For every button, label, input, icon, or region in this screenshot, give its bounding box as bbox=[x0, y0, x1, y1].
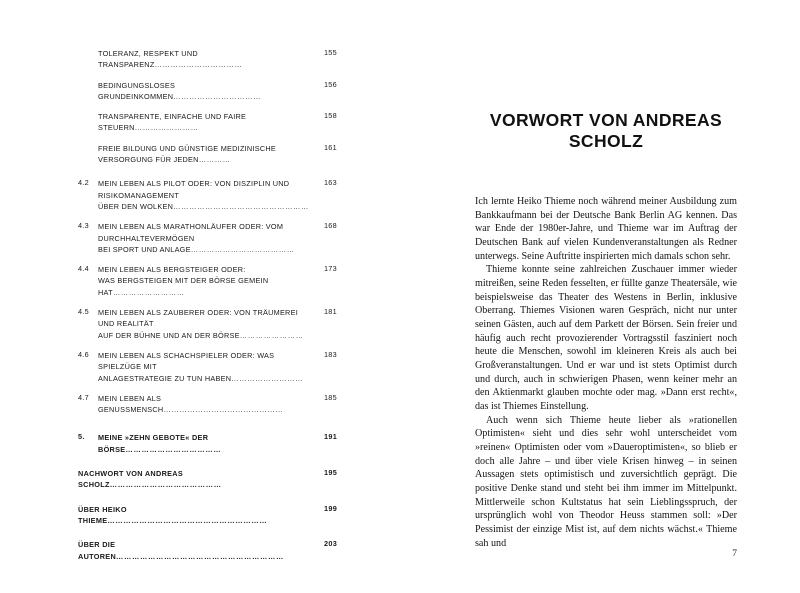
toc-entry-page: 203 bbox=[324, 539, 338, 549]
toc-entry-label: BEDINGUNGSLOSES GRUNDEINKOMMEN bbox=[98, 80, 176, 101]
toc-entry-label: MEIN LEBEN ALS PILOT ODER: VON DISZIPLIN UND RISIKOMANAGEMENT bbox=[98, 179, 290, 200]
toc-entry-number: 5. bbox=[78, 432, 85, 442]
toc-entry-page: 191 bbox=[324, 432, 338, 442]
toc-entry-text bbox=[98, 143, 312, 166]
toc-entry[interactable] bbox=[78, 221, 350, 255]
toc-entry-page: 156 bbox=[324, 79, 337, 89]
toc-entry-label: MEIN LEBEN ALS GENUSSMENSCH bbox=[98, 393, 164, 415]
toc-entry-label: TOLERANZ, RESPEKT UND TRANSPARENZ bbox=[98, 49, 198, 70]
toc-entry-number: 4.3 bbox=[78, 221, 89, 231]
body-paragraph: Auch wenn sich Thieme heute lieber als »rationellen Optimisten« sieht und dies sehr wohl unterscheidet vom »reinen« Optimisten oder vom »Daueroptimisten«, so blieb er doch alle Jahre – und über viele Krisen hinweg – in seinen Aussagen stets optimistisch und zuversichtlich geprägt. Die positive Denke stand und steht bei ihm immer im Mittelpunkt. Mittlerweile schon Kultstatus hat sein Lieblingsspruch, der ursprünglich wohl von Theodor Heuss stammen soll: »Der Pessimist der einzige Mist ist, auf dem nichts wächst.« Thieme sah und bbox=[475, 414, 737, 549]
toc-entry-label: ÜBER HEIKO THIEME bbox=[78, 504, 127, 525]
toc-entry-text bbox=[78, 468, 312, 491]
toc-entry[interactable] bbox=[78, 143, 350, 166]
toc-entry-section[interactable] bbox=[78, 539, 350, 562]
toc-entry-text bbox=[98, 432, 312, 455]
toc-entry-number: 4.7 bbox=[78, 392, 89, 402]
table-of-contents bbox=[78, 48, 350, 571]
toc-entry-label-line2: ANLAGESTRATEGIE ZU TUN HABEN bbox=[98, 373, 232, 383]
toc-entry-text bbox=[98, 80, 312, 103]
body-paragraph: Thieme konnte seine zahlreichen Zuschauer immer wieder mitreißen, seine Reden fesselten, er füllte ganze Theatersäle, wie beispielsweise das Theater des Westens in Berlin, inklusive Oberrang. Thiemes Visionen waren Gespräch, nicht nur unter seinen Gästen, auch auf dem Parkett der Börsen. Sein freier und häufig auch recht provozierender Vortragsstil fasziniert noch heute die Menschen, sowohl im kleineren Kreis als auch bei Großveranstaltungen. Und er war und ist stets Optimist durch und durch, auch in schwierigen Phasen, wenn keiner mehr an den Aktienmarkt glauben mochte oder mag. »Dann erst recht«, das ist Thiemes Einstellung. bbox=[475, 264, 737, 413]
toc-leader-dots: …………………………………… bbox=[109, 480, 222, 490]
toc-entry-number: 4.4 bbox=[78, 264, 89, 274]
toc-entry-page: 163 bbox=[324, 178, 337, 188]
toc-entry-text bbox=[78, 539, 312, 562]
toc-entry-section[interactable] bbox=[78, 432, 350, 455]
toc-leader-dots: …………………… bbox=[134, 123, 199, 133]
toc-entry-page: 161 bbox=[324, 142, 337, 152]
toc-entry-text bbox=[98, 111, 312, 134]
toc-entry[interactable] bbox=[78, 80, 350, 103]
toc-entry-page: 173 bbox=[324, 264, 337, 274]
toc-entry-page: 183 bbox=[324, 349, 337, 359]
toc-entry-page: 185 bbox=[324, 392, 337, 402]
toc-entry-text bbox=[98, 307, 312, 341]
toc-entry-label: MEINE »ZEHN GEBOTE« DER BÖRSE bbox=[98, 433, 209, 454]
toc-leader-dots: ……………………………………… bbox=[163, 405, 284, 415]
toc-entry-page: 158 bbox=[324, 111, 337, 121]
toc-leader-dots: ………………………………… bbox=[190, 244, 295, 254]
toc-entry-label: TRANSPARENTE, EINFACHE UND FAIRE STEUERN bbox=[98, 112, 247, 133]
chapter-title: VORWORT VON ANDREAS SCHOLZ bbox=[489, 110, 723, 151]
toc-entry[interactable] bbox=[78, 264, 350, 298]
toc-entry-label-line2: BEI SPORT UND ANLAGE bbox=[98, 244, 191, 254]
toc-entry[interactable] bbox=[78, 350, 350, 384]
toc-entry-number: 4.5 bbox=[78, 307, 89, 317]
toc-entry-text bbox=[98, 264, 312, 298]
toc-entry-page: 181 bbox=[324, 307, 337, 317]
toc-entry[interactable] bbox=[78, 393, 350, 416]
toc-leader-dots: …………………………… bbox=[154, 60, 243, 70]
toc-entry[interactable] bbox=[78, 111, 350, 134]
toc-entry[interactable] bbox=[78, 307, 350, 341]
toc-entry-text bbox=[98, 350, 312, 384]
toc-entry-label: MEIN LEBEN ALS SCHACHSPIELER ODER: WAS SPIELZÜGE MIT bbox=[98, 350, 275, 372]
toc-entry-text bbox=[98, 221, 312, 255]
toc-entry-page: 195 bbox=[324, 468, 338, 478]
toc-entry-number: 4.2 bbox=[78, 178, 89, 188]
toc-entry-page: 155 bbox=[324, 48, 337, 57]
toc-leader-dots: ………… bbox=[198, 155, 231, 165]
chapter-body bbox=[475, 195, 737, 550]
toc-entry[interactable] bbox=[78, 48, 350, 71]
toc-entry-text bbox=[78, 504, 312, 527]
toc-entry-label: NACHWORT VON ANDREAS SCHOLZ bbox=[78, 469, 184, 490]
toc-leader-dots: …………………… bbox=[239, 330, 304, 340]
toc-entry-label: MEIN LEBEN ALS MARATHONLÄUFER ODER: VOM DURCHHALTEVERMÖGEN bbox=[98, 222, 284, 243]
toc-leader-dots: …………………………………………………… bbox=[107, 515, 268, 525]
toc-leader-dots: ……………………………………………………… bbox=[116, 551, 284, 561]
toc-leader-dots: …………………………… bbox=[173, 91, 262, 101]
toc-leader-dots: …………………………………………… bbox=[173, 201, 310, 211]
toc-entry-label: ÜBER DIE AUTOREN bbox=[78, 540, 117, 561]
toc-entry-text bbox=[98, 393, 312, 416]
toc-leader-dots: ……………………… bbox=[112, 287, 185, 297]
toc-entry-label-line2: ÜBER DEN WOLKEN bbox=[98, 201, 174, 211]
toc-leader-dots: ……………………………… bbox=[125, 444, 222, 454]
toc-entry-number: 4.6 bbox=[78, 349, 89, 359]
page-number: 7 bbox=[732, 549, 737, 559]
toc-entry-text bbox=[98, 178, 312, 212]
toc-entry[interactable] bbox=[78, 178, 350, 212]
toc-entry-label: MEIN LEBEN ALS BERGSTEIGER ODER: bbox=[98, 265, 246, 275]
toc-entry-section[interactable] bbox=[78, 468, 350, 491]
toc-entry-page: 199 bbox=[324, 503, 338, 513]
toc-entry-label: MEIN LEBEN ALS ZAUBERER ODER: VON TRÄUMEREI UND REALITÄT bbox=[98, 308, 298, 329]
toc-entry-label-line2: AUF DER BÜHNE UND AN DER BÖRSE bbox=[98, 330, 240, 340]
toc-leader-dots: ……………………… bbox=[231, 373, 304, 383]
toc-entry-page: 168 bbox=[324, 221, 337, 231]
toc-entry-text bbox=[98, 48, 312, 71]
body-paragraph: Ich lernte Heiko Thieme noch während meiner Ausbildung zum Bankkaufmann bei der Deutsche Bank Berlin AG kennen. Das war Ende der 1980er-Jahre, und Thieme war im Auftrag der Deutschen Bank auf vielen Kundenveranstaltungen als Redner unterwegs. Seine Auftritte inspirierten mich damals schon sehr. bbox=[475, 196, 737, 262]
chapter-content bbox=[475, 110, 737, 550]
toc-entry-label: FREIE BILDUNG UND GÜNSTIGE MEDIZINISCHE VERSORGUNG FÜR JEDEN bbox=[98, 143, 276, 165]
toc-entry-label-line2: WAS BERGSTEIGEN MIT DER BÖRSE GEMEIN HAT bbox=[98, 276, 269, 297]
toc-entry-section[interactable] bbox=[78, 504, 350, 527]
